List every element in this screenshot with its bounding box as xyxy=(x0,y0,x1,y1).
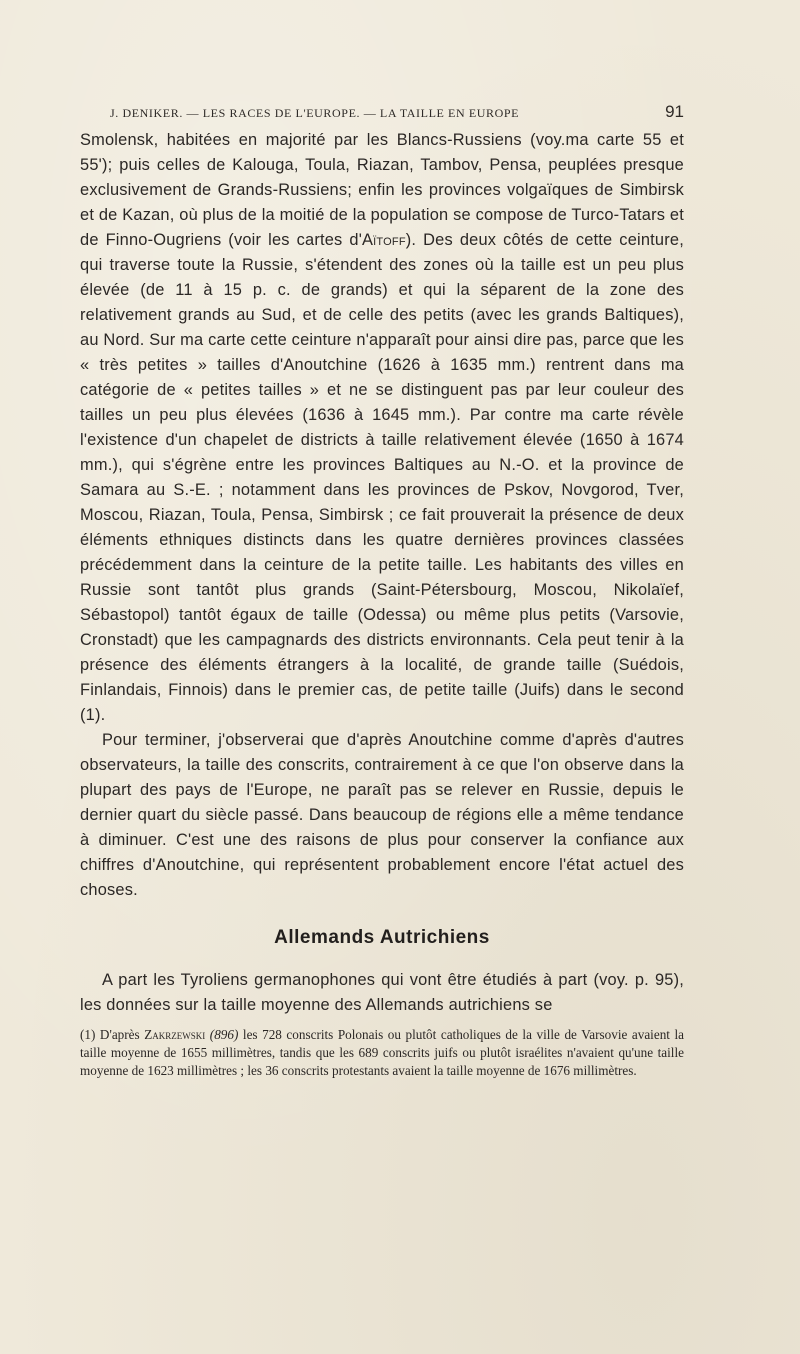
footnote-text: les 728 conscrits Polonais ou plutôt catholiques de la ville de Varsovie avaient la taille moyenne de 1655 millimètres, tandis que les 689 conscrits juifs ou plutôt israélites n'avaient qu'une taille moyenne de 1623 millimètres ; les 36 conscrits protestants avaient la taille moyenne de 1676 millimètres. xyxy=(80,1027,685,1078)
book-page xyxy=(80,100,684,1080)
paragraph-1-part-b: ). Des deux côtés de cette ceinture, qui traverse toute la Russie, s'étendent des zones où la taille est un peu plus élevée (de 11 à 15 p. c. de grands) et qui la séparent de la zone des relativement grands au Sud, et de celle des petits (avec les grands Baltiques), au Nord. Sur ma carte cette ceinture n'apparaît pour ainsi dire pas, parce que les « très petites » tailles d'Anoutchine (1626 à 1635 mm.) rentrent dans ma catégorie de « petites tailles » et ne se distinguent pas par leur couleur des tailles un peu plus élevées (1636 à 1645 mm.). Par contre ma carte révèle l'existence d'un chapelet de districts à taille relativement élevée (1650 à 1674 mm.), qui s'égrène entre les provinces Baltiques au N.-O. et la province de Samara au S.-E. ; notamment dans les provinces de Pskov, Novgorod, Tver, Moscou, Riazan, Toula, Pensa, Simbirsk ; ce fait prouverait la présence de deux éléments ethniques distincts dans les quatre dernières provinces classées précédemment dans la ceinture de la petite taille. Les habitants des villes en Russie sont tantôt plus grands (Saint-Pétersbourg, Moscou, Nikolaïef, Sébastopol) tantôt égaux de taille (Odessa) ou même plus petits (Varsovie, Cronstadt) que les campagnards des districts environnants. Cela peut tenir à la présence des éléments étrangers à la localité, de grande taille (Suédois, Finlandais, Finnois) dans le premier cas, de petite taille (Juifs) dans le second (1). xyxy=(80,231,684,724)
running-title: J. DENIKER. — LES RACES DE L'EUROPE. — LA TAILLE EN EUROPE xyxy=(110,106,520,120)
section-heading: Allemands Autrichiens xyxy=(274,927,490,948)
footnote xyxy=(80,1026,684,1080)
running-head xyxy=(80,100,684,128)
page-number: 91 xyxy=(665,102,684,121)
footnote-author: Zakrzewski xyxy=(144,1027,206,1042)
paragraph-2: Pour terminer, j'observerai que d'après Anoutchine comme d'après d'autres observateurs, la taille des conscrits, contrairement à ce que l'on observe dans la plupart des pays de l'Europe, ne paraît pas se relever en Russie, depuis le dernier quart du siècle passé. Dans beaucoup de régions elle a même tendance à diminuer. C'est une des raisons de plus pour conserver la confiance aux chiffres d'Anoutchine, qui représentent probablement encore l'état actuel des choses. xyxy=(80,731,684,899)
author-name-aitoff: Aïtoff xyxy=(362,231,406,249)
paragraph-3: A part les Tyroliens germanophones qui vont être étudiés à part (voy. p. 95), les données sur la taille moyenne des Allemands autrichiens se xyxy=(80,971,684,1014)
footnote-source-ref: (896) xyxy=(209,1027,239,1042)
footnote-marker: (1) D'après xyxy=(80,1027,145,1042)
paragraph-1-part-a: Smolensk, habitées en majorité par les Blancs-Russiens (voy.ma carte 55 et 55'); puis celles de Kalouga, Toula, Riazan, Tambov, Pensa, peuplées presque exclusivement de Grands-Russiens; enfin les provinces volgaïques de Simbirsk et de Kazan, où plus de la moitié de la population se compose de Turco-Tatars et de Finno-Ougriens (voir les cartes d' xyxy=(80,131,684,249)
main-text xyxy=(80,128,684,1018)
paragraph-1 xyxy=(80,128,684,728)
